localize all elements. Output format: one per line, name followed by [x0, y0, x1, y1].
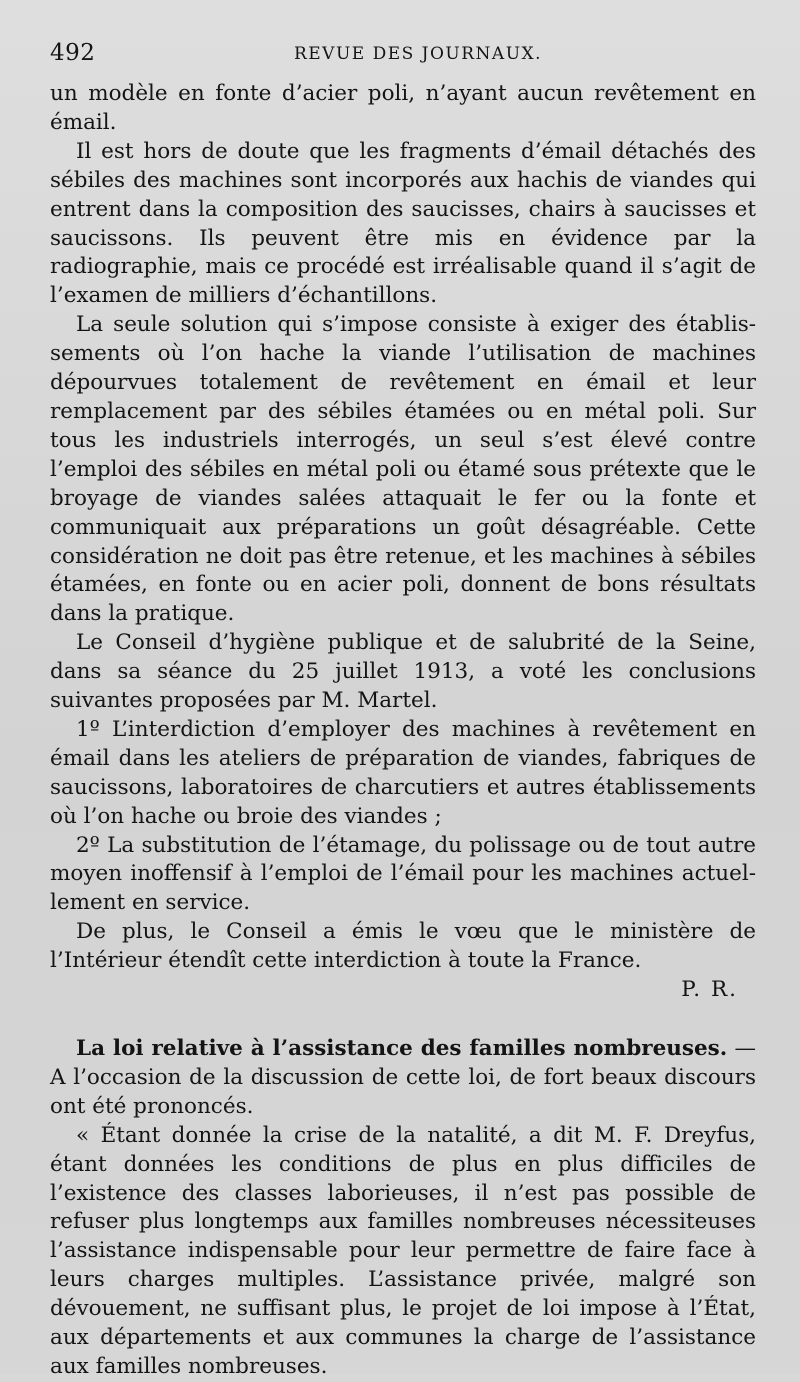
paragraph-conseil: Le Conseil d’hygiène publique et de salubrité de la Seine, dans sa séance du 25 juillet 1913, a voté les conclusions suivantes proposées par M. Martel.	[50, 630, 756, 714]
running-head	[50, 40, 756, 78]
paragraph-conclusion-1: 1º L’interdiction d’employer des machines à revêtement en émail dans les ateliers de préparation de viandes, fabriques de saucissons, laboratoires de charcutiers et autres établissements où l’on hache ou broie des viandes ;	[50, 716, 756, 829]
page-number: 492	[50, 40, 96, 66]
paragraph-conclusion-2: 2º La substitution de l’étamage, du polissage ou de tout autre moyen inoffensif à l’emploi de l’émail pour les machines actuellement en service.	[50, 832, 756, 916]
article-body	[50, 80, 756, 1382]
journal-title: REVUE DES JOURNAUX.	[293, 44, 543, 64]
paragraph-quote-dreyfus: « Étant donnée la crise de la natalité, a dit M. F. Dreyfus, étant données les conditions de plus en plus difficiles de l’existence des classes laborieuses, il n’est pas possible de refuser plus longtemps aux familles nombreuses nécessiteuses l’assistance indispensable pour leur permettre de faire face à leurs charges multiples. L’assistance privée, malgré son dévouement, ne suffisant plus, le projet de loi impose à l’État, aux départements et aux communes la charge de l’assistance aux familles nombreuses.	[50, 1122, 756, 1379]
paragraph-email-fragments: Il est hors de doute que les fragments d’émail détachés des sébiles des machines sont incorporés aux hachis de viandes qui entrent dans la composition des saucisses, chairs à saucisses et saucissons. Ils peuvent être mis en évidence par la radiographie, mais ce procédé est irréalisable quand il s’agit de l’examen de milliers d’échantillons.	[50, 138, 756, 309]
section-heading: La loi relative à l’assistance des familles nombreuses.	[76, 1036, 728, 1061]
section-heading-suffix: — A l’occasion de la discussion de cette loi, de fort beaux discours ont été prononcés.	[50, 1036, 756, 1119]
author-signature: P. R.	[681, 977, 738, 1003]
paragraph-voeu: De plus, le Conseil a émis le vœu que le ministère de l’Intérieur étendît cette interdiction à toute la France.	[50, 919, 756, 974]
paragraph-continuation: un modèle en fonte d’acier poli, n’ayant aucun revêtement en émail.	[50, 81, 756, 135]
paragraph-solution: La seule solution qui s’impose consiste à exiger des établissements où l’on hache la viande l’utilisation de machines dépourvues totalement de revêtement en émail et leur remplacement par des sébiles étamées ou en métal poli. Sur tous les industriels interrogés, un seul s’est élevé contre l’emploi des sébiles en métal poli ou étamé sous prétexte que le broyage de viandes salées attaquait le fer ou la fonte et communiquait aux préparations un goût désagréable. Cette considération ne doit pas être retenue, et les machines à sébiles étamées, en fonte ou en acier poli, donnent de bons résultats dans la pratique.	[50, 312, 756, 627]
section-intro	[50, 1035, 756, 1122]
